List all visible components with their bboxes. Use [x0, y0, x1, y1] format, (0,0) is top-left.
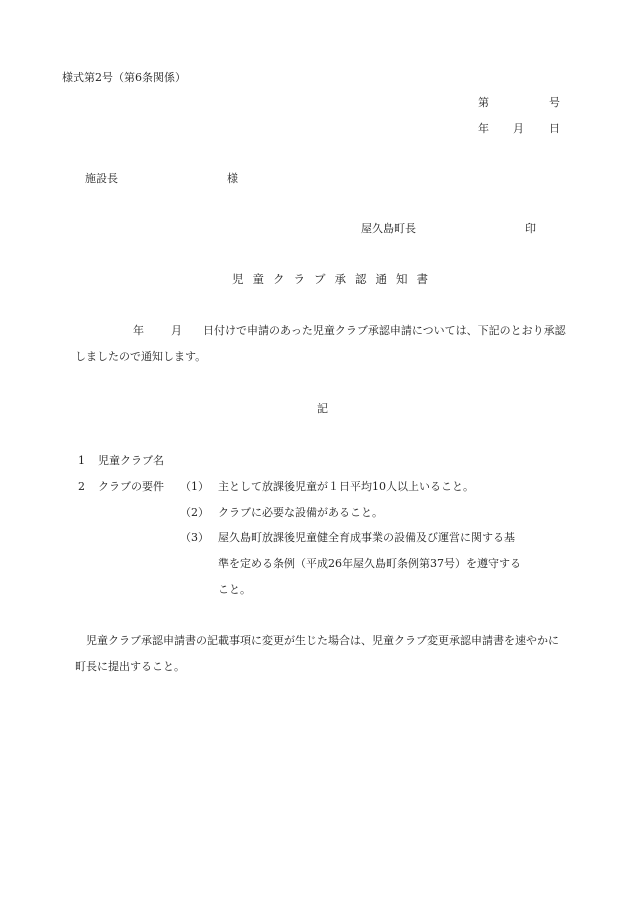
- issuer-title: 屋久島町長: [361, 222, 416, 235]
- body-year: 年: [133, 324, 144, 337]
- item-1-number: 1: [78, 454, 85, 467]
- requirement-1-text: 主として放課後児童が１日平均10人以上いること。: [218, 480, 474, 493]
- requirement-3-line-1: 屋久島町放課後児童健全育成事業の設備及び運営に関する基: [218, 531, 515, 544]
- date-day: 日: [549, 122, 560, 135]
- form-number: 様式第2号（第6条関係）: [62, 71, 186, 84]
- item-1-label: 児童クラブ名: [98, 454, 164, 467]
- doc-number-go: 号: [549, 96, 560, 109]
- requirement-2-text: クラブに必要な設備があること。: [218, 506, 383, 519]
- document-title: 児童クラブ承認通知書: [232, 272, 437, 286]
- body-line-1: 日付けで申請のあった児童クラブ承認申請については、下記のとおり承認: [203, 324, 566, 337]
- note-line-2: 町長に提出すること。: [75, 660, 185, 673]
- body-line-2: しましたので通知します。: [75, 350, 207, 363]
- addressee-label: 施設長: [85, 172, 118, 185]
- requirement-1-number: （1）: [180, 480, 209, 493]
- item-2-label: クラブの要件: [98, 480, 164, 493]
- seal-mark: 印: [525, 222, 536, 235]
- requirement-3-line-3: こと。: [218, 583, 251, 596]
- date-month: 月: [513, 122, 524, 135]
- ki-heading: 記: [317, 402, 328, 415]
- requirement-3-line-2: 準を定める条例（平成26年屋久島町条例第37号）を遵守する: [218, 557, 521, 570]
- item-2-number: 2: [78, 480, 85, 493]
- note-line-1: 児童クラブ承認申請書の記載事項に変更が生じた場合は、児童クラブ変更承認申請書を速やかに: [86, 634, 559, 647]
- doc-number-dai: 第: [478, 96, 489, 109]
- addressee-honorific: 様: [227, 172, 238, 185]
- date-year: 年: [478, 122, 489, 135]
- requirement-2-number: （2）: [180, 506, 209, 519]
- body-month: 月: [171, 324, 182, 337]
- requirement-3-number: （3）: [180, 531, 209, 544]
